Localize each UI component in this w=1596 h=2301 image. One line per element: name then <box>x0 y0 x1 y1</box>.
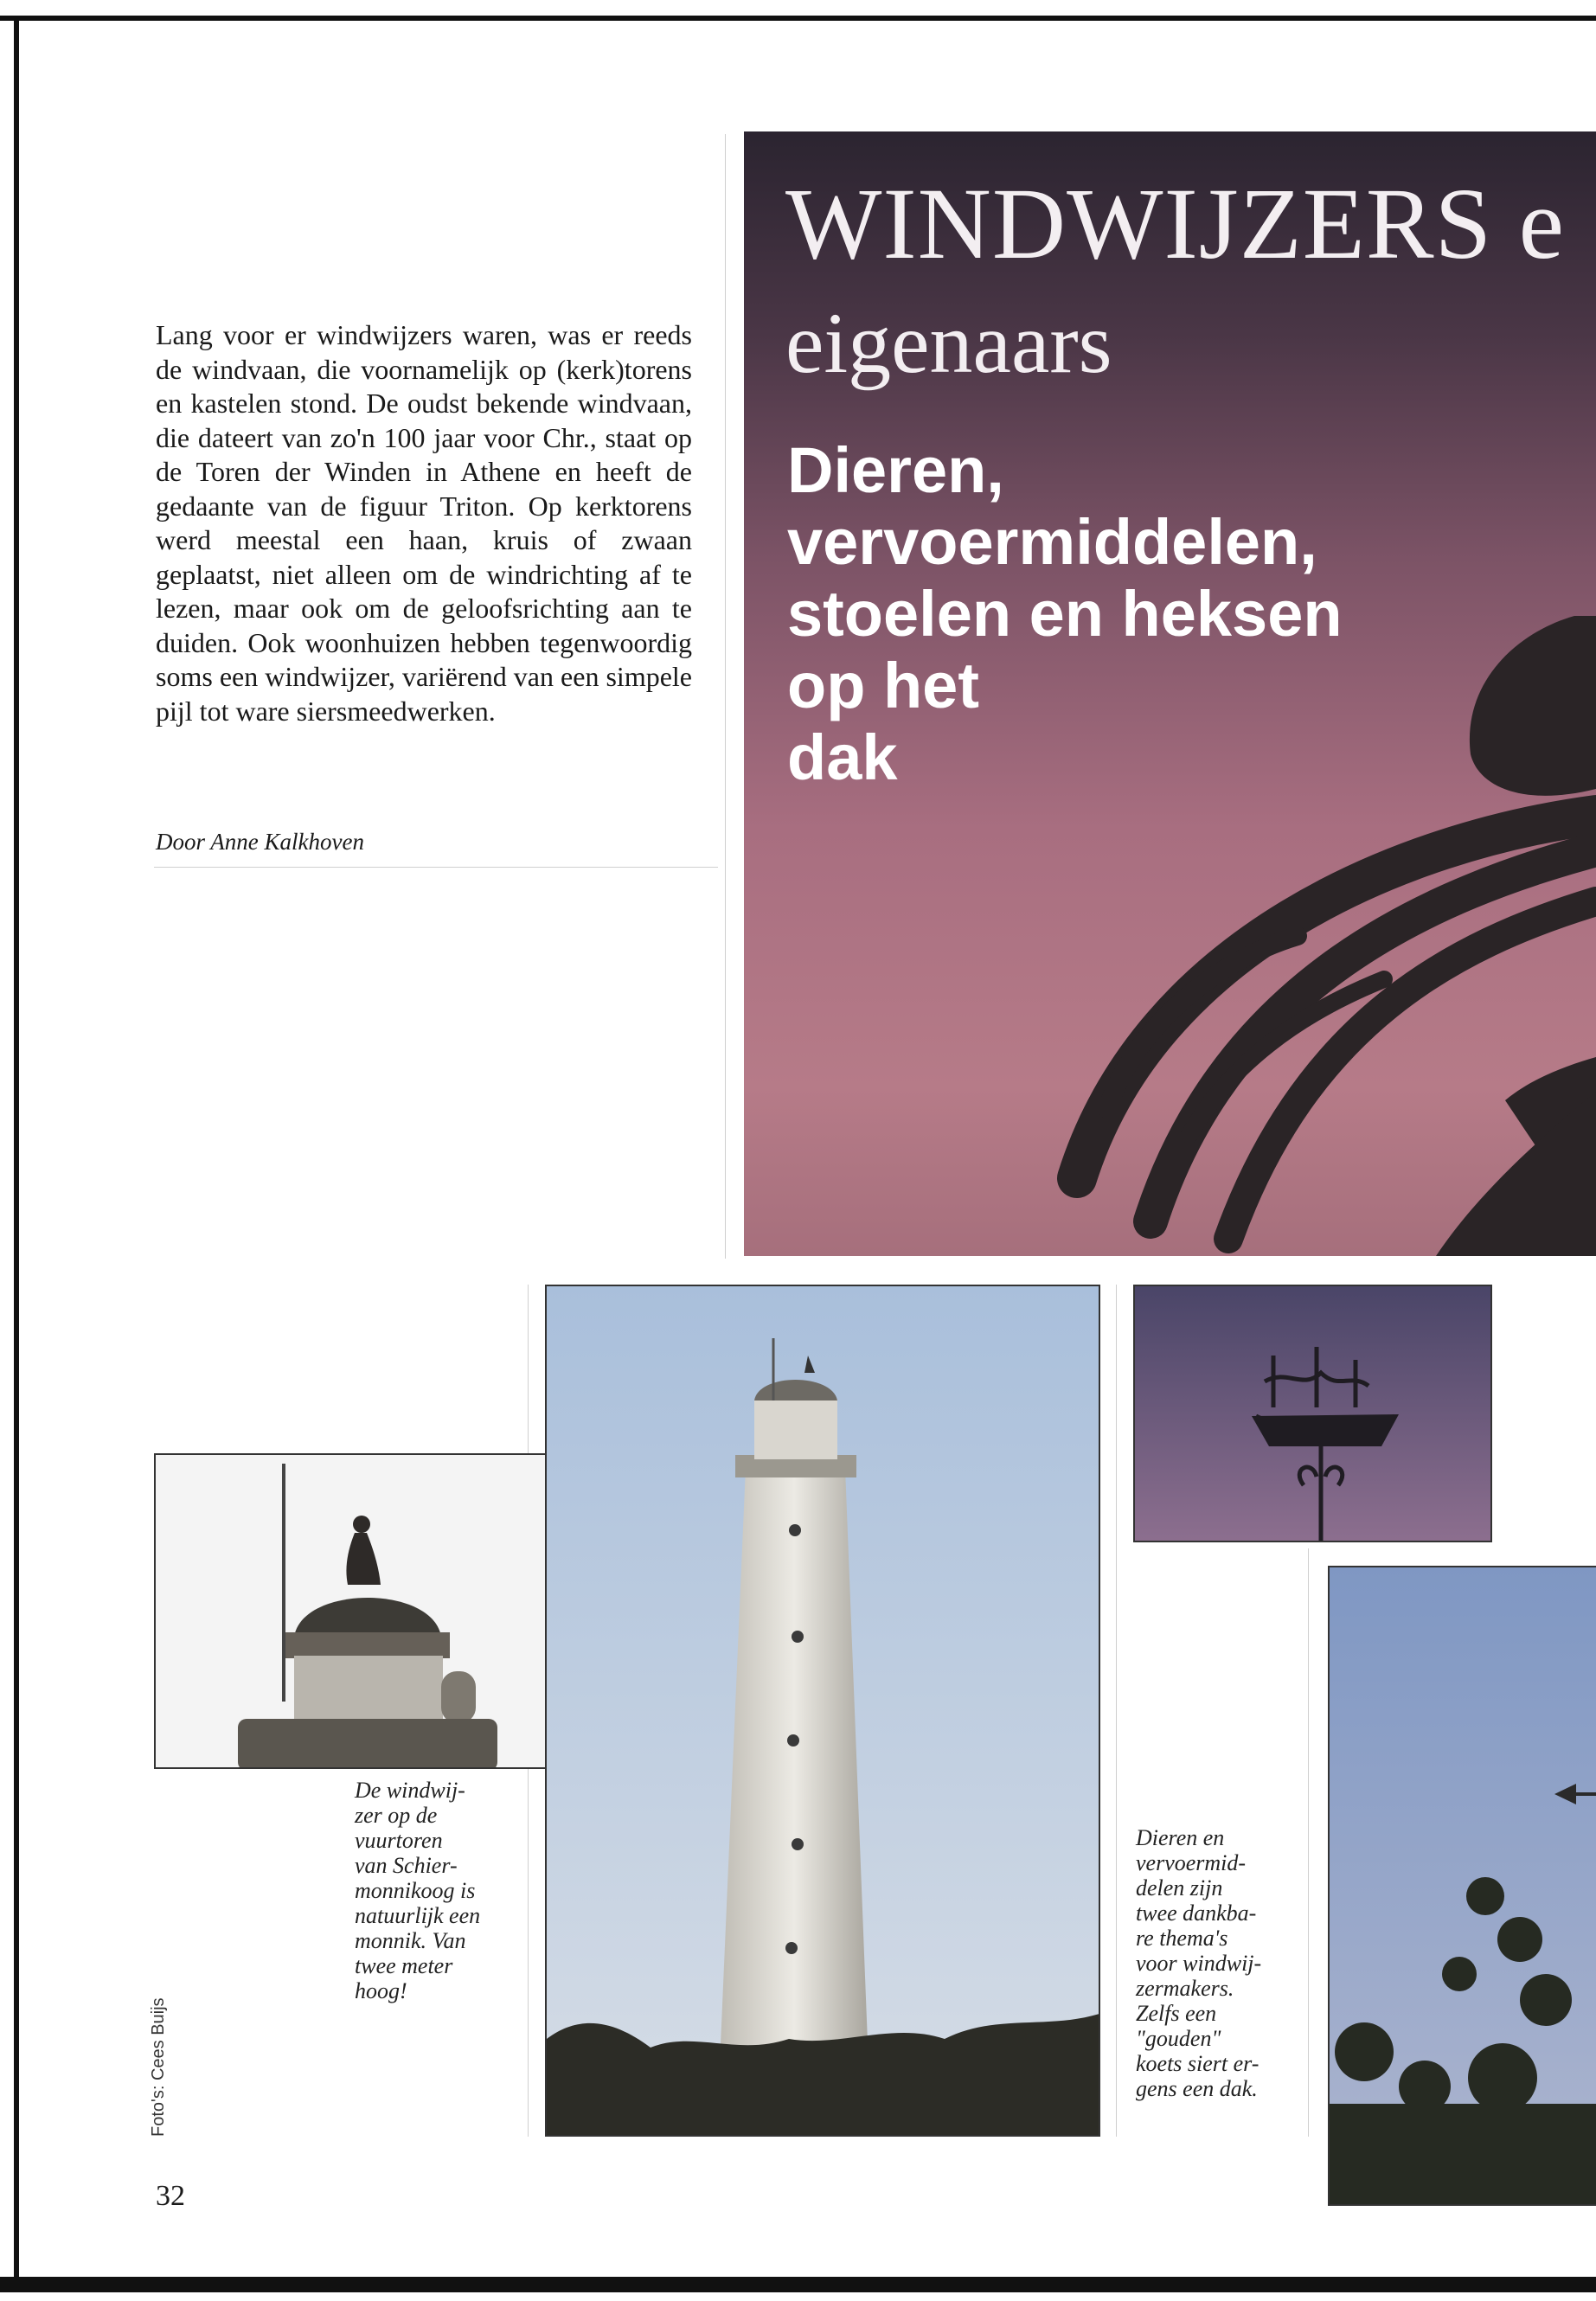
caption-line: natuurlijk een <box>355 1903 481 1928</box>
page-border-bottom <box>0 2277 1596 2292</box>
byline: Door Anne Kalkhoven <box>156 829 364 855</box>
caption-line: twee dankba- <box>1136 1900 1257 1926</box>
caption-line: voor windwij- <box>1136 1951 1262 1976</box>
caption-line: "gouden" <box>1136 2026 1221 2051</box>
intro-text: Lang voor er windwijzers waren, was er reeds de windvaan, die voornamelijk op (kerk)torens en kastelen stond. De oudst bekende windvaan, die dateert van zo'n 100 jaar voor Chr., staat op de Toren der Winden in Athene en heeft de gedaante van de figuur Triton. Op kerktorens werd meestal een haan, kruis of zwaan geplaatst, niet alleen om de windrichting af te lezen, maar ook om de geloofsrichting aan te duiden. Ook woonhuizen hebben tegenwoordig soms een windwijzer, variërend van een simpele pijl tot ware siersmeedwerken. <box>156 319 692 727</box>
caption-line: delen zijn <box>1136 1875 1223 1900</box>
ship-weathervane-icon <box>1135 1286 1492 1542</box>
lighthouse-icon <box>547 1286 1100 2137</box>
ship-photo <box>1133 1285 1492 1542</box>
page-border-top <box>0 16 1596 21</box>
caption-line: vervoermid- <box>1136 1850 1247 1875</box>
subtitle-line: stoelen en heksen <box>787 578 1343 650</box>
subtitle-line: Dieren, <box>787 434 1004 506</box>
subtitle-line: op het <box>787 650 979 721</box>
arrow-photo <box>1328 1566 1596 2206</box>
subtitle-line: vervoermiddelen, <box>787 506 1317 578</box>
caption-line: zer op de <box>355 1803 438 1828</box>
caption-line: vuurtoren <box>355 1828 443 1853</box>
caption-line: Dieren en <box>1136 1825 1225 1850</box>
photo-credit: Foto's: Cees Buijs <box>149 1997 168 2137</box>
caption-line: zermakers. <box>1136 1976 1234 2001</box>
caption-line: twee meter <box>355 1953 453 1978</box>
caption-line: Zelfs een <box>1136 2001 1217 2026</box>
page-border-left <box>14 16 19 2291</box>
arrow-weathervane-icon <box>1330 1567 1596 2206</box>
caption-line: van Schier- <box>355 1853 458 1878</box>
subtitle-line: dak <box>787 721 898 793</box>
column-rule <box>1116 1285 1117 2137</box>
caption-themes <box>1136 1825 1300 2101</box>
caption-line: gens een dak. <box>1136 2076 1258 2101</box>
caption-monk <box>355 1778 519 2003</box>
byline-rule <box>154 867 718 868</box>
page-number: 32 <box>156 2180 185 2212</box>
caption-line: De windwij- <box>355 1778 465 1803</box>
caption-line: re thema's <box>1136 1926 1228 1951</box>
caption-line: hoog! <box>355 1978 407 2003</box>
column-rule <box>725 134 726 1259</box>
article-subtitle <box>787 434 1393 793</box>
caption-line: monnikoog is <box>355 1878 476 1903</box>
caption-line: koets siert er- <box>1136 2051 1259 2076</box>
lighthouse-photo <box>545 1285 1100 2137</box>
hero-image <box>744 131 1596 1256</box>
column-rule <box>1308 1548 1309 2137</box>
article-title-line2: eigenaars <box>785 295 1112 391</box>
caption-line: monnik. Van <box>355 1928 466 1953</box>
article-title-line1: WINDWIJZERS e <box>785 167 1566 280</box>
